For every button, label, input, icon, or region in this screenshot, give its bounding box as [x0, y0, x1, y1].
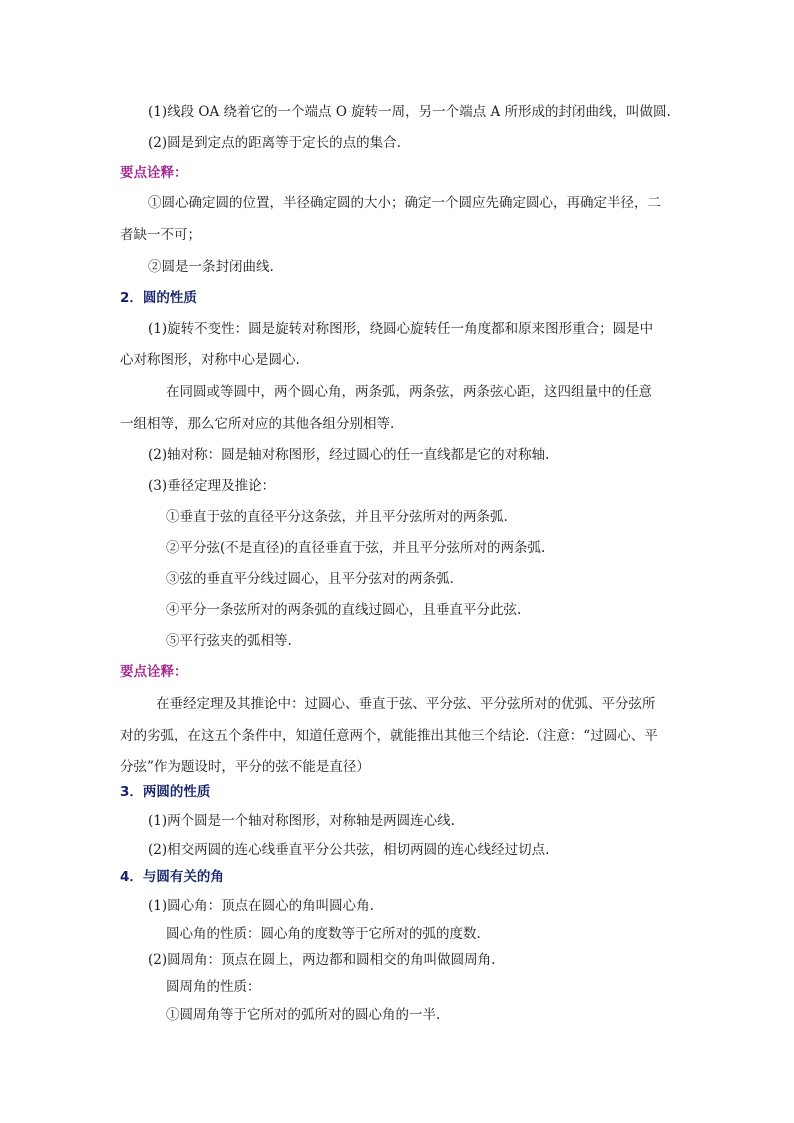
section-heading-2: 2．圆的性质 — [120, 290, 197, 306]
note-2-line-1: 在垂经定理及其推论中：过圆心、垂直于弦、平分弦、平分弦所对的优弧、平分弦所 — [156, 696, 656, 712]
note-1-line-2: 者缺一不可； — [120, 227, 201, 243]
property-line-1: (1)旋转不变性：圆是旋转对称图形，绕圆心旋转任一角度都和原来图形重合；圆是中 — [148, 321, 654, 337]
definition-line-1: (1)线段 OA 绕着它的一个端点 O 旋转一周，另一个端点 A 所形成的封闭曲线，叫做圆. — [148, 104, 671, 120]
theorem-item-4: ④平分一条弦所对的两条弧的直线过圆心，且垂直平分此弦. — [166, 602, 522, 618]
angle-line-2: 圆心角的性质：圆心角的度数等于它所对的弧的度数. — [166, 926, 481, 942]
note-1-line-3: ②圆是一条封闭曲线. — [148, 259, 274, 275]
theorem-item-5: ⑤平行弦夹的弧相等. — [166, 633, 292, 649]
definition-line-2: (2)圆是到定点的距离等于定长的点的集合. — [148, 135, 401, 151]
note-2-line-3: 分弦”作为题设时，平分的弦不能是直径） — [120, 759, 370, 775]
note-heading-2: 要点诠释： — [120, 664, 188, 680]
note-heading-1: 要点诠释： — [120, 165, 188, 181]
theorem-item-2: ②平分弦(不是直径)的直径垂直于弦，并且平分弦所对的两条弧. — [166, 540, 546, 556]
angle-line-3: (2)圆周角：顶点在圆上，两边都和圆相交的角叫做圆周角. — [148, 952, 496, 968]
two-circles-line-1: (1)两个圆是一个轴对称图形，对称轴是两圆连心线. — [148, 813, 455, 829]
angle-line-4: 圆周角的性质： — [166, 979, 261, 995]
property-line-3: 在同圆或等圆中，两个圆心角，两条弧，两条弦，两条弦心距，这四组量中的任意 — [166, 384, 652, 400]
section-heading-4: 4．与圆有关的角 — [120, 869, 224, 885]
theorem-item-1: ①垂直于弦的直径平分这条弦，并且平分弦所对的两条弧. — [166, 509, 508, 525]
note-1-line-1: ①圆心确定圆的位置，半径确定圆的大小；确定一个圆应先确定圆心，再确定半径，二 — [148, 195, 661, 211]
property-line-4: 一组相等，那么它所对应的其他各组分别相等. — [120, 416, 395, 432]
property-line-5: (2)轴对称：圆是轴对称图形，经过圆心的任一直线都是它的对称轴. — [148, 447, 550, 463]
note-2-line-2: 对的劣弧，在这五个条件中，知道任意两个，就能推出其他三个结论.（注意：“过圆心、平 — [120, 728, 658, 744]
property-line-6: (3)垂径定理及推论： — [148, 478, 276, 494]
property-line-2: 心对称图形，对称中心是圆心. — [120, 352, 300, 368]
theorem-item-3: ③弦的垂直平分线过圆心，且平分弦对的两条弧. — [166, 571, 454, 587]
angle-line-5: ①圆周角等于它所对的弧所对的圆心角的一半. — [166, 1007, 441, 1023]
angle-line-1: (1)圆心角：顶点在圆心的角叫圆心角. — [148, 898, 374, 914]
section-heading-3: 3．两圆的性质 — [120, 784, 211, 800]
two-circles-line-2: (2)相交两圆的连心线垂直平分公共弦，相切两圆的连心线经过切点. — [148, 842, 550, 858]
